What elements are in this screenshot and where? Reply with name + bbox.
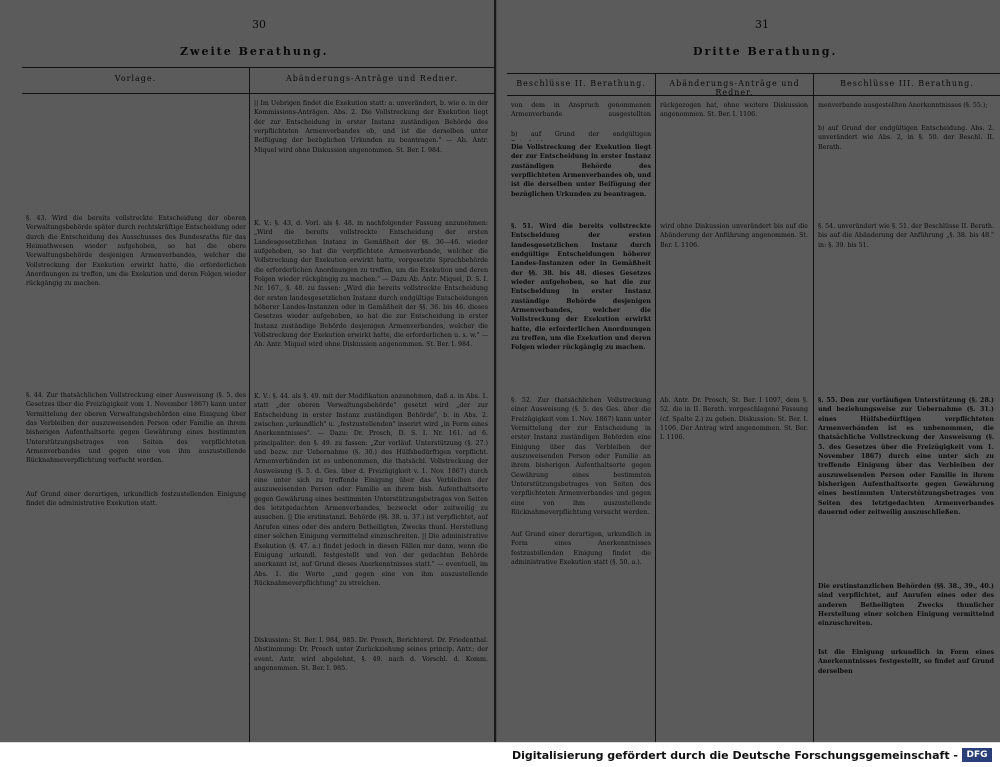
- paragraph-44: §. 44. Zur thatsächlichen Vollstreckung einer Ausweisung (§. 5. des Gesetzes über die Freizügigkeit vom 1. November 1867) kann unter Vermittelung der oberen Verwaltungsbehörden eine Einigung über das Verbleiben der auszuweisenden Person oder Familie an ihrem bisherigen Aufenthaltsorte gegen Gewährung eines bestimmten Unterstützungsbetrages von Seiten des verpflichteten Armenverbandes und gegen eine von ihm auszustellende Rücknahmeverpflichtung verfucht werden.: [26, 392, 246, 465]
- top-rule: [22, 67, 494, 68]
- col3-paragraph-54: §. 54. unverändert wie §. 51. der Beschlüsse II. Berath. bis auf die Abänderung der Anführung „§. 38. bis 48." in: §. 39. bis 51.: [818, 223, 994, 249]
- col2-paragraph-51: wird ohne Diskussion unverändert bis auf die Abänderung der Anführung angenommen. St. Ber. I. 1106.: [660, 223, 808, 249]
- amendment-44: K. V.: §. 44. als §. 49. mit der Modifikation anzunehmen, daß a. in Abs. 1. statt „der oberen Verwaltungsbehörde" gesetzt wird „der zur Entscheidung in erster Instanz zuständigen Behörde", b. in Abs. 2. zwischen „urkundlich" u. „festzustellenden" inserirt wird „in Form eines Anerkenntnisses". — Dazu: Dr. Prosch, D. S. I. Nr. 161. ad 6. principaliter: den §. 49. zu fassen: „Zur vorläuf. Unterstützung (§. 27.) und bezw. zur Uebernahme (§. 30.) des Hülfsbedürftigen verpflicht. Armenverbänden ist es unbenommen, die thatsächl. Vollstreckung der Ausweisung (§. 5. d. Ges. über d. Freizügigkeit v. 1. Nov. 1867) durch eine unter sich zu treffende Einigung über das Verbleiben der auszuweisenden Person oder Familie an ihrem bish. Aufenthaltsorte gegen Gewährung eines bestimmten Unterstützungsbetrages von Seiten des letztgedachten Armenverbandes, bezweckt oder zeitweilig zu ausschen. || Die erstinstanzl. Behörde (§§. 38. u. 37.) ist verpflichtet, auf Anrufen eines oder des andern Betheiligten, Zwecks thunl. Herstellung einer solchen Einigung vermittelnd einzuschreiten. || Die administrative Exekution (§. 47. a.) findet jedoch in diesen Fällen nur dann, wenn die Einigung urkundl. festgestellt und von der gedachten Behörde anerkannt ist, auf Grund dieses Anerkenntnisses statt." — eventuell, im Abs. 1. die Worte „und gegen eine von ihm auszustellende Rücknahmeverpflichtung" zu streichen.: [254, 393, 488, 587]
- col1-vollstreckung: Die Vollstreckung der Exekution liegt der zur Entscheidung in erster Instanz zuständigen Behörde des verpflichteten Armenverbandes ob, und ist die derselben unter Beifügung der bezüglichen Urkunden zu beantragen.: [511, 144, 651, 198]
- top-rule: [507, 73, 1000, 74]
- footer-credit: Digitalisierung gefördert durch die Deutsche Forschungsgemeinschaft -: [511, 749, 958, 762]
- page-heading: Zweite Berathung.: [180, 45, 329, 58]
- col2-paragraph-52: Ab. Antr. Dr. Prosch, St. Ber. I 1097, dem §. 52. die in II. Berath. vorgeschlagene Fassung (cf. Spalte 2.) zu geben. Diskussion: St. Ber. I. 1106. Der Antrag wird angenommen. St. Ber. I. 1106.: [660, 397, 808, 442]
- col-header-beschluesse-ii: Beschlüsse II. Berathung.: [516, 79, 646, 88]
- paragraph-44-exekution: Auf Grund einer derartigen, urkundlich festzustellenden Einigung findet die administrative Exekution statt.: [26, 491, 246, 508]
- col3-anerkenntnis: menverbande ausgestellten Anerkenntnisses (§. 55.);: [818, 102, 988, 109]
- col1-exekution: Auf Grund einer derartigen, urkundlich in Form eines Anerkenntnisses festzustellenden Einigung findet die administrative Exekution statt (§. 50. a.).: [511, 531, 651, 567]
- col1-paragraph-52: §. 52. Zur thatsächlichen Vollstreckung einer Ausweisung (§. 5. des Ges. über die Freizügigkeit vom 1. Nov. 1867) kann unter Vermittelung der zur Entscheidung in erster Instanz zuständigen Behörden eine Einigung über das Verbleiben der auszuweisenden Person oder Familie an ihrem bisherigen Aufenthaltsorte gegen Gewährung eines bestimmten Unterstützungsbetrages von Seiten des verpflichteten Armenverbandes und gegen eine von ihm auszustellende Rücknahmeverpflichtung versucht werden.: [511, 397, 651, 517]
- col1-paragraph-51: §. 51. Wird die bereits vollstreckte Entscheidung der ersten landesgesetzlichen Instanz durch endgültige Entscheidungen höherer Landes-Instanzen oder in Gemäßheit der §§. 38. bis 48. dieses Gesetzes wieder aufgehoben, so hat die zur Entscheidung in erster Instanz zuständige Behörde desjenigen Armenverbandes, welcher die Vollstreckung der Exekution erwirkt hatte, die erforderlichen Anordnungen zu treffen, um die Exekution und deren Folgen wieder rückgängig zu machen.: [511, 223, 651, 352]
- col3-paragraph-55: §. 55. Den zur vorläufigen Unterstützung (§. 28.) und beziehungsweise zur Uebernahme (§. 31.) eines Hülfsbedürftigen verpflichteten Armenverbänden ist es unbenommen, die thatsächliche Vollstreckung der Ausweisung (§. 5. des Gesetzes über die Freizügigkeit vom 1. November 1867) durch eine unter sich zu treffende Einigung über das Verbleiben der auszuweisenden Person oder Familie in ihrem bisherigen Aufenthaltsorte gegen Gewährung eines bestimmten Unterstützungsbetrages von Seiten des letztgedachten Armenverbandes dauernd oder zeitweilig auszuschließen.: [818, 397, 994, 517]
- col1-entscheidung: b) auf Grund der endgültigen: [511, 131, 651, 138]
- col-header-antraege: Abänderungs-Anträge und Redner.: [669, 79, 800, 97]
- column-divider-1: [655, 73, 656, 742]
- col3-einigung: Ist die Einigung urkundlich in Form eines Anerkenntnisses festgestellt, so findet auf Grund derselben: [818, 649, 994, 675]
- col1-anerkenntnis: von dem in Anspruch genommenen Armenverbande ausgestellten: [511, 102, 651, 119]
- dfg-logo-icon: DFG: [962, 748, 992, 762]
- amendment-43: K. V.: §. 43, d. Vorl. als §. 48. in nachfolgender Fassung anzunehmen: „Wird die bereits vollstreckte Entscheidung der ersten Landesgesetzlichen Instanz in Gemäßheit der §§. 36—46. wieder aufgehoben, so hat die verpflichtete Armenverbande, welcher die Vollstreckung der Exekution erwirkt hatte, vorgesetzte Spruchbehörde die erforderlichen Anordnungen zu treffen, um die Exekution und deren Folgen wieder rückgängig zu machen." — Dazu Ab. Antr. Miquel, D. S. I. Nr. 167., §. 48. zu fassen: „Wird die bereits vollstreckte Entscheidung der ersten landesgesetzlichen Instanz durch endgültige Entscheidungen höherer Landes-Instanzen oder in Gemäßheit der §§. 36. bis 46. dieses Gesetzes wieder aufgehoben, so hat die zur Entscheidung in erster Instanz zuständige Behörde desjenigen Armenverbandes, welcher die Vollstreckung der Exekution erwirkt hatte, die erforderlichen u. s. w." — Ab. Antr. Miquel wird ohne Diskussion angenommen. St. Ber. I. 984.: [254, 220, 488, 349]
- col-header-beschluesse-iii: Beschlüsse III. Berathung.: [840, 79, 974, 88]
- page-number: 31: [755, 18, 769, 31]
- right-page: [497, 0, 1000, 742]
- page-number: 30: [252, 18, 266, 31]
- page-heading: Dritte Berathung.: [693, 45, 838, 58]
- col3-behoerden: Die erstinstanzlichen Behörden (§§. 38., 39., 40.) sind verpflichtet, auf Anrufen eines oder des anderen Betheiligten Zwecks thunlicher Herstellung einer solchen Einigung vermittelnd einzuschreiten.: [818, 583, 994, 628]
- footer-bar: [0, 742, 1000, 767]
- discussion-44: Diskussion: St. Ber. I. 984, 985. Dr. Prosch, Berichterst. Dr. Friedenthal. Abstimmung: Dr. Prosch unter Zurückziehung seines princip. Antr.; der event. Antr. wird abgelehnt, §. 49. nach d. Vorschl. d. Komm. angenommen. St. Ber. I. 985.: [254, 637, 488, 673]
- paragraph-43: §. 43. Wird die bereits vollstreckte Entscheidung der oberen Verwaltungsbehörde später durch rechtskräftige Entscheidung oder durch die Entscheidung des Ausschusses des Bundesraths für das Heimathwesen wieder aufgehoben, so hat die obere Verwaltungsbehörde desjenigen Armenverbandes, welcher die Vollstreckung der Exekution erwirkt hatte, die erforderlichen Anordnungen zu treffen, um die Exekution und deren Folgen wieder rückgängig zu machen.: [26, 215, 246, 288]
- header-rule: [22, 93, 494, 94]
- col2-withdrawn: rückgezogen hat, ohne weitere Diskussion angenommen. St. Ber. I. 1106.: [660, 102, 808, 119]
- col-header-vorlage: Vorlage.: [114, 74, 157, 83]
- col-header-antraege: Abänderungs-Anträge und Redner.: [285, 74, 459, 83]
- col3-entscheidung: b) auf Grund der endgültigen Entscheidung. Abs. 2. unverändert wie Abs. 2, in §. 50. der Beschl. II. Berath.: [818, 125, 994, 151]
- left-page: [0, 0, 496, 742]
- column-divider: [249, 67, 250, 742]
- amendment-exekution: || Im Uebrigen findet die Exekution statt: a. unverändert, b. wie o. in der Kommissions-Anträgen. Abs. 2. Die Vollstreckung der Exekution liegt der zur Entscheidung in erster Instanz zuständigen Behörde des verpflichteten Armenverbandes ob, und ist die derselben unter Beifügung der bezüglichen Urkunden zu beantragen." — Ab. Antr. Miquel wird ohne Diskussion angenommen. St. Ber. I. 984.: [254, 100, 488, 154]
- column-divider-2: [813, 73, 814, 742]
